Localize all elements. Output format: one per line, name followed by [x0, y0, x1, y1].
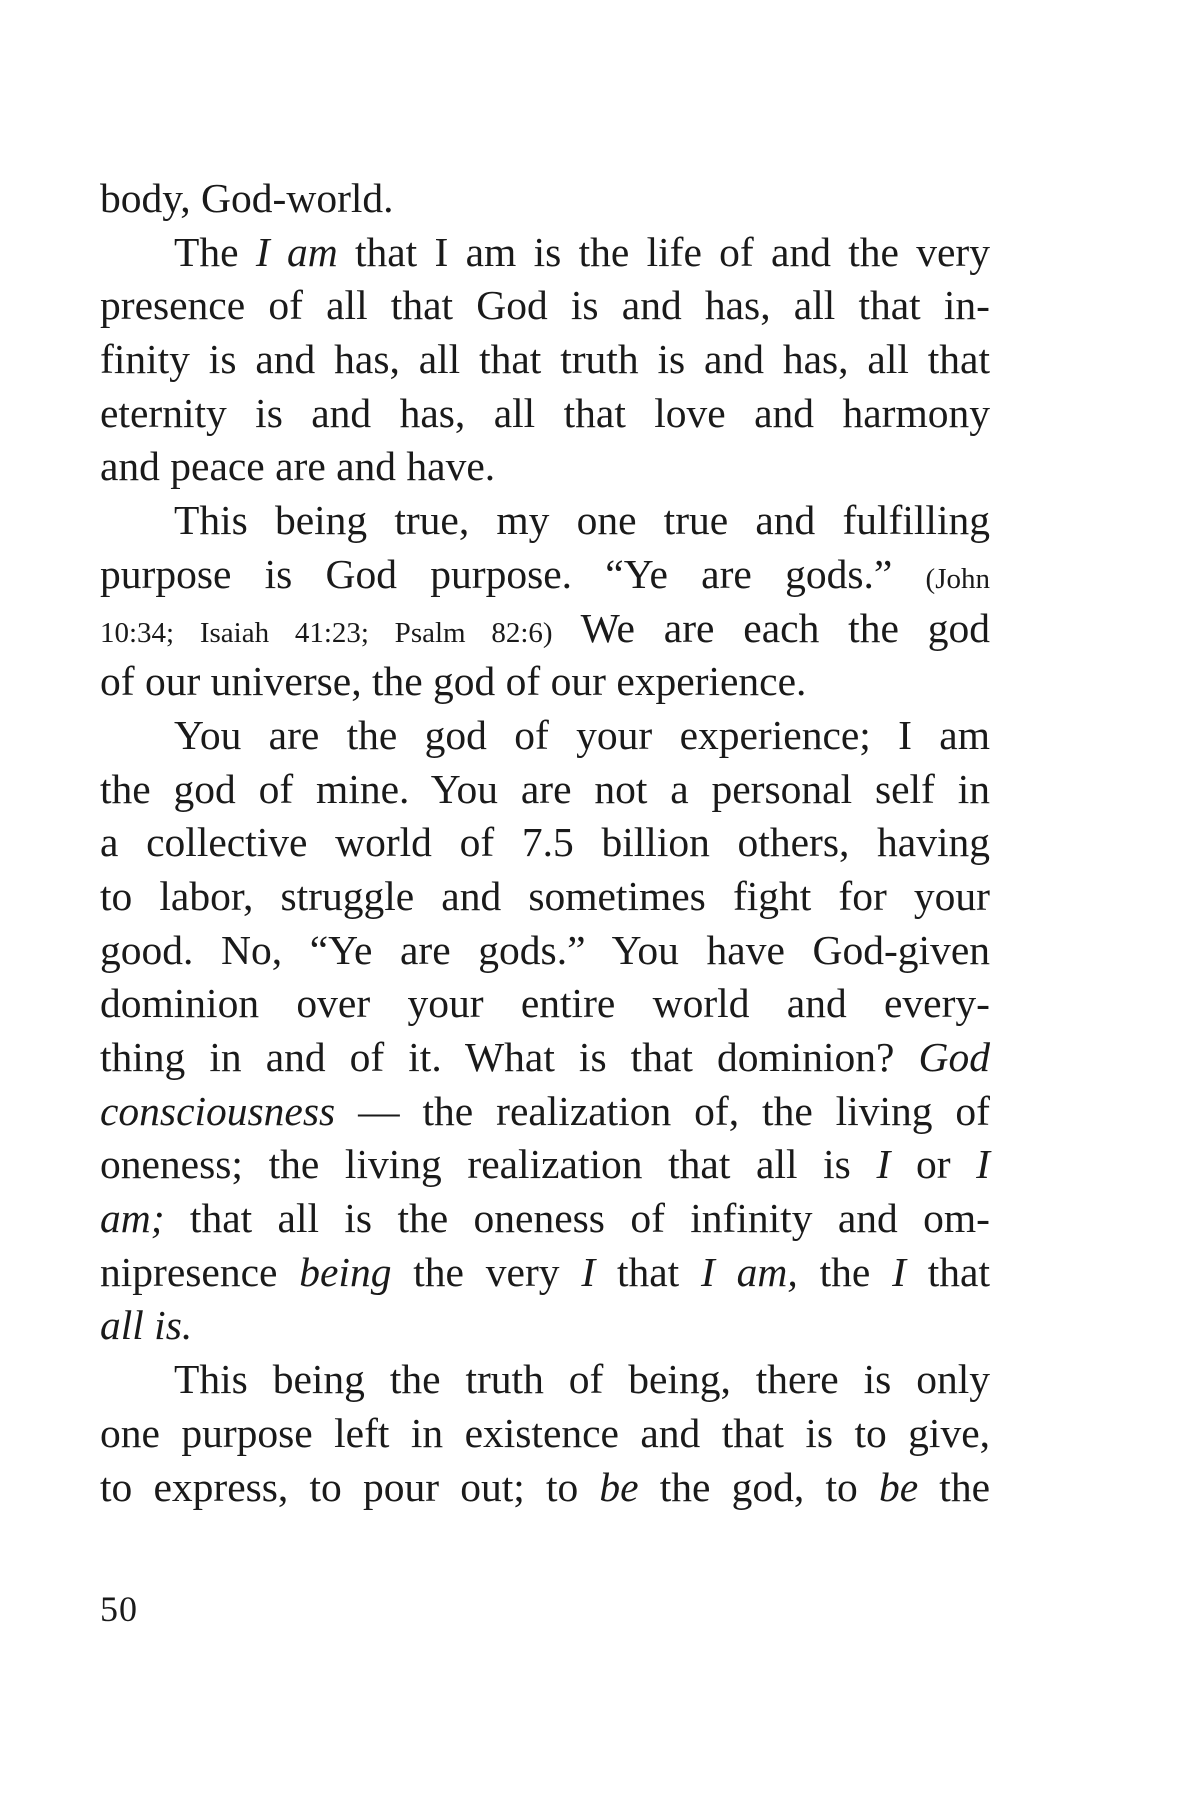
text-line — [100, 1192, 990, 1246]
italic-text: I am, — [701, 1248, 798, 1295]
italic-text: I am — [255, 228, 338, 275]
text-line — [100, 1407, 990, 1461]
text-run: eternity is and has, all that love and harmony — [100, 389, 990, 436]
text-run: dominion over your entire world and every- — [100, 980, 990, 1027]
italic-text: I — [892, 1248, 906, 1295]
text-line — [100, 977, 990, 1031]
text-run: presence of all that God is and has, all that in- — [100, 282, 990, 329]
text-line — [100, 602, 990, 656]
scripture-reference: 10:34; Isaiah 41:23; Psalm 82:6) — [100, 616, 553, 649]
text-line — [100, 333, 990, 387]
text-line — [100, 870, 990, 924]
text-line — [100, 709, 990, 763]
italic-text: God — [918, 1034, 990, 1080]
text-line — [100, 655, 990, 709]
text-line — [100, 924, 990, 978]
text-line — [100, 494, 990, 548]
text-run: finity is and has, all that truth is and has, all that — [100, 336, 990, 383]
text-run: The — [174, 228, 256, 275]
text-run: of our universe, the god of our experience. — [100, 658, 807, 705]
text-line — [100, 548, 990, 602]
text-line — [100, 816, 990, 870]
italic-text: being — [299, 1248, 392, 1295]
italic-text: all is. — [100, 1302, 193, 1349]
text-run: to labor, struggle and sometimes fight for your — [100, 872, 990, 919]
text-run: a collective world of 7.5 billion others, having — [100, 819, 990, 866]
text-run: the very — [391, 1248, 582, 1295]
text-run: that I am is the life of and the very — [337, 228, 990, 275]
text-run: — the realization of, the living of — [335, 1087, 990, 1134]
text-line — [100, 387, 990, 441]
text-line — [100, 1246, 990, 1300]
text-line — [100, 763, 990, 817]
text-line — [100, 1353, 990, 1407]
italic-text: I — [876, 1141, 891, 1188]
text-run: that all is the oneness of infinity and om- — [164, 1195, 990, 1242]
text-line — [100, 1461, 990, 1515]
italic-text: be — [878, 1463, 919, 1510]
text-run: purpose is God purpose. “Ye are gods.” — [100, 550, 926, 597]
text-run: and peace are and have. — [100, 443, 496, 490]
text-run: body, God-world. — [100, 175, 394, 221]
text-run: You are the god of your experience; I am — [174, 711, 990, 758]
italic-text: consciousness — [100, 1087, 336, 1134]
text-run: to express, to pour out; to — [100, 1463, 600, 1510]
text-run: the — [797, 1248, 893, 1295]
scripture-reference: (John — [925, 562, 990, 595]
text-line — [100, 279, 990, 333]
text-run: one purpose left in existence and that is to give, — [100, 1409, 990, 1456]
text-run: or — [890, 1141, 977, 1188]
body-text — [100, 172, 990, 1514]
text-run: This being the truth of being, there is only — [174, 1356, 990, 1403]
text-run: thing in and of it. What is that dominion? — [100, 1034, 919, 1080]
italic-text: be — [599, 1463, 639, 1510]
text-run: oneness; the living realization that all is — [100, 1141, 877, 1188]
text-run: the god of mine. You are not a personal self in — [100, 765, 990, 812]
text-run: the — [918, 1463, 990, 1510]
text-run: good. No, “Ye are gods.” You have God-given — [100, 926, 990, 973]
text-run: the god, to — [638, 1463, 879, 1510]
text-run: that — [905, 1248, 990, 1295]
text-run: We are each the god — [552, 604, 990, 651]
page-number: 50 — [100, 1589, 138, 1629]
text-line — [100, 226, 990, 280]
text-line — [100, 1299, 990, 1353]
italic-text: I — [581, 1248, 596, 1295]
text-line — [100, 1138, 990, 1192]
text-run: nipresence — [100, 1248, 300, 1295]
italic-text: I — [976, 1141, 990, 1188]
text-line — [100, 440, 990, 494]
text-run: This being true, my one true and fulfilling — [174, 497, 990, 544]
italic-text: am; — [100, 1195, 165, 1242]
text-line — [100, 172, 990, 226]
text-line — [100, 1031, 990, 1085]
text-line — [100, 1085, 990, 1139]
text-run: that — [595, 1248, 702, 1295]
